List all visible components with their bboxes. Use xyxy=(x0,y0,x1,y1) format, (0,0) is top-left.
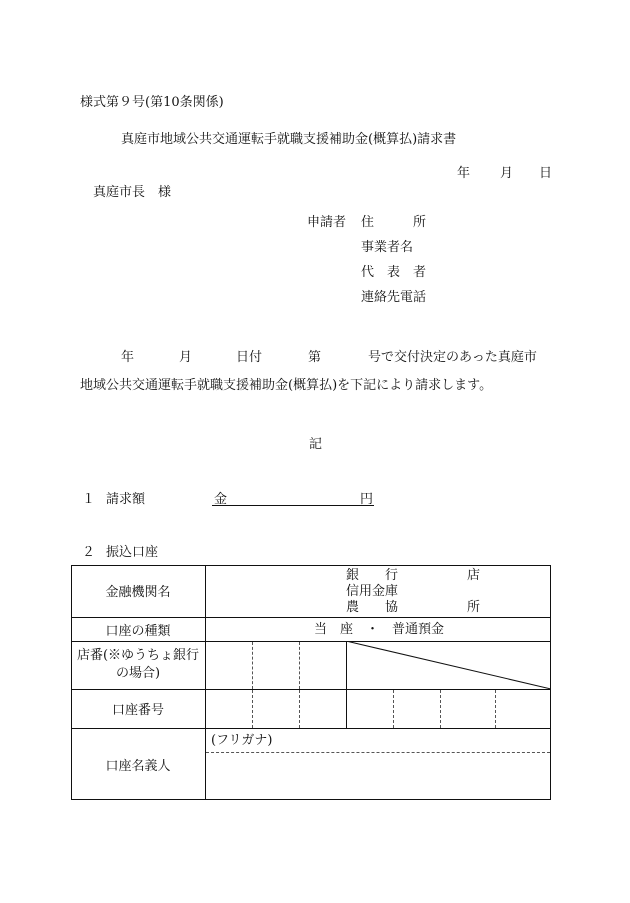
bank-option-bank-suffix: 店 xyxy=(467,568,481,583)
body-month: 月 xyxy=(179,350,193,365)
applicant-business-name-label: 事業者名 xyxy=(361,240,414,255)
branch-digit-divider-1 xyxy=(252,642,253,689)
bank-option-nokyo-suffix: 所 xyxy=(467,600,481,615)
body-day: 日付 xyxy=(236,350,263,365)
table-label-divider xyxy=(205,565,206,800)
account-number-label: 口座番号 xyxy=(111,703,164,718)
form-number: 様式第９号(第10条関係) xyxy=(80,95,224,110)
branch-number-label: 店番(※ゆうちょ銀行の場合) xyxy=(76,648,200,681)
addressee: 真庭市長 様 xyxy=(93,185,172,200)
bank-label: 金融機関名 xyxy=(105,585,171,600)
account-digit-divider-3 xyxy=(346,690,347,728)
bank-option-nokyo: 農 協 xyxy=(346,600,399,615)
account-digit-divider-4 xyxy=(393,690,394,728)
ki-heading: 記 xyxy=(309,437,323,452)
row-divider-4 xyxy=(71,728,551,729)
table-border-bottom xyxy=(71,799,551,800)
item1-number: １ xyxy=(82,492,96,507)
document-title: 真庭市地域公共交通運転手就職支援補助金(概算払)請求書 xyxy=(121,132,457,147)
applicant-representative-label: 代 表 者 xyxy=(361,265,427,280)
account-table xyxy=(71,565,551,800)
applicant-contact-label: 連絡先電話 xyxy=(361,290,427,305)
furigana-label: (フリガナ) xyxy=(211,733,273,748)
bank-option-shinkin: 信用金庫 xyxy=(346,584,399,599)
account-digit-divider-6 xyxy=(495,690,496,728)
date-month: 月 xyxy=(500,166,514,181)
body-line2: 地域公共交通運転手就職支援補助金(概算払)を下記により請求します。 xyxy=(80,378,493,393)
branch-digit-divider-2 xyxy=(299,642,300,689)
branch-unused-diagonal xyxy=(346,641,551,689)
amount-underline xyxy=(212,505,374,506)
body-number-prefix: 第 xyxy=(308,350,322,365)
amount-prefix: 金 xyxy=(214,492,228,507)
table-border-top xyxy=(71,565,551,566)
row-divider-1 xyxy=(71,617,551,618)
account-digit-divider-5 xyxy=(440,690,441,728)
account-type-options: 当 座 ・ 普通預金 xyxy=(314,622,445,637)
account-type-label: 口座の種類 xyxy=(105,624,171,639)
account-digit-divider-1 xyxy=(252,690,253,728)
body-year: 年 xyxy=(121,350,135,365)
item2-number: ２ xyxy=(82,545,96,560)
bank-option-bank: 銀 行 xyxy=(346,568,399,583)
item2-label: 振込口座 xyxy=(106,545,159,560)
row-divider-3 xyxy=(71,689,551,690)
account-digit-divider-2 xyxy=(299,690,300,728)
body-line1-rest: 号で交付決定のあった真庭市 xyxy=(368,350,537,365)
date-year: 年 xyxy=(457,166,471,181)
amount-suffix: 円 xyxy=(360,492,374,507)
applicant-address-label: 住 所 xyxy=(361,215,427,230)
furigana-divider xyxy=(206,752,550,753)
account-holder-label: 口座名義人 xyxy=(105,759,171,774)
date-day: 日 xyxy=(539,166,553,181)
applicant-label: 申請者 xyxy=(307,215,347,230)
item1-label: 請求額 xyxy=(106,492,146,507)
